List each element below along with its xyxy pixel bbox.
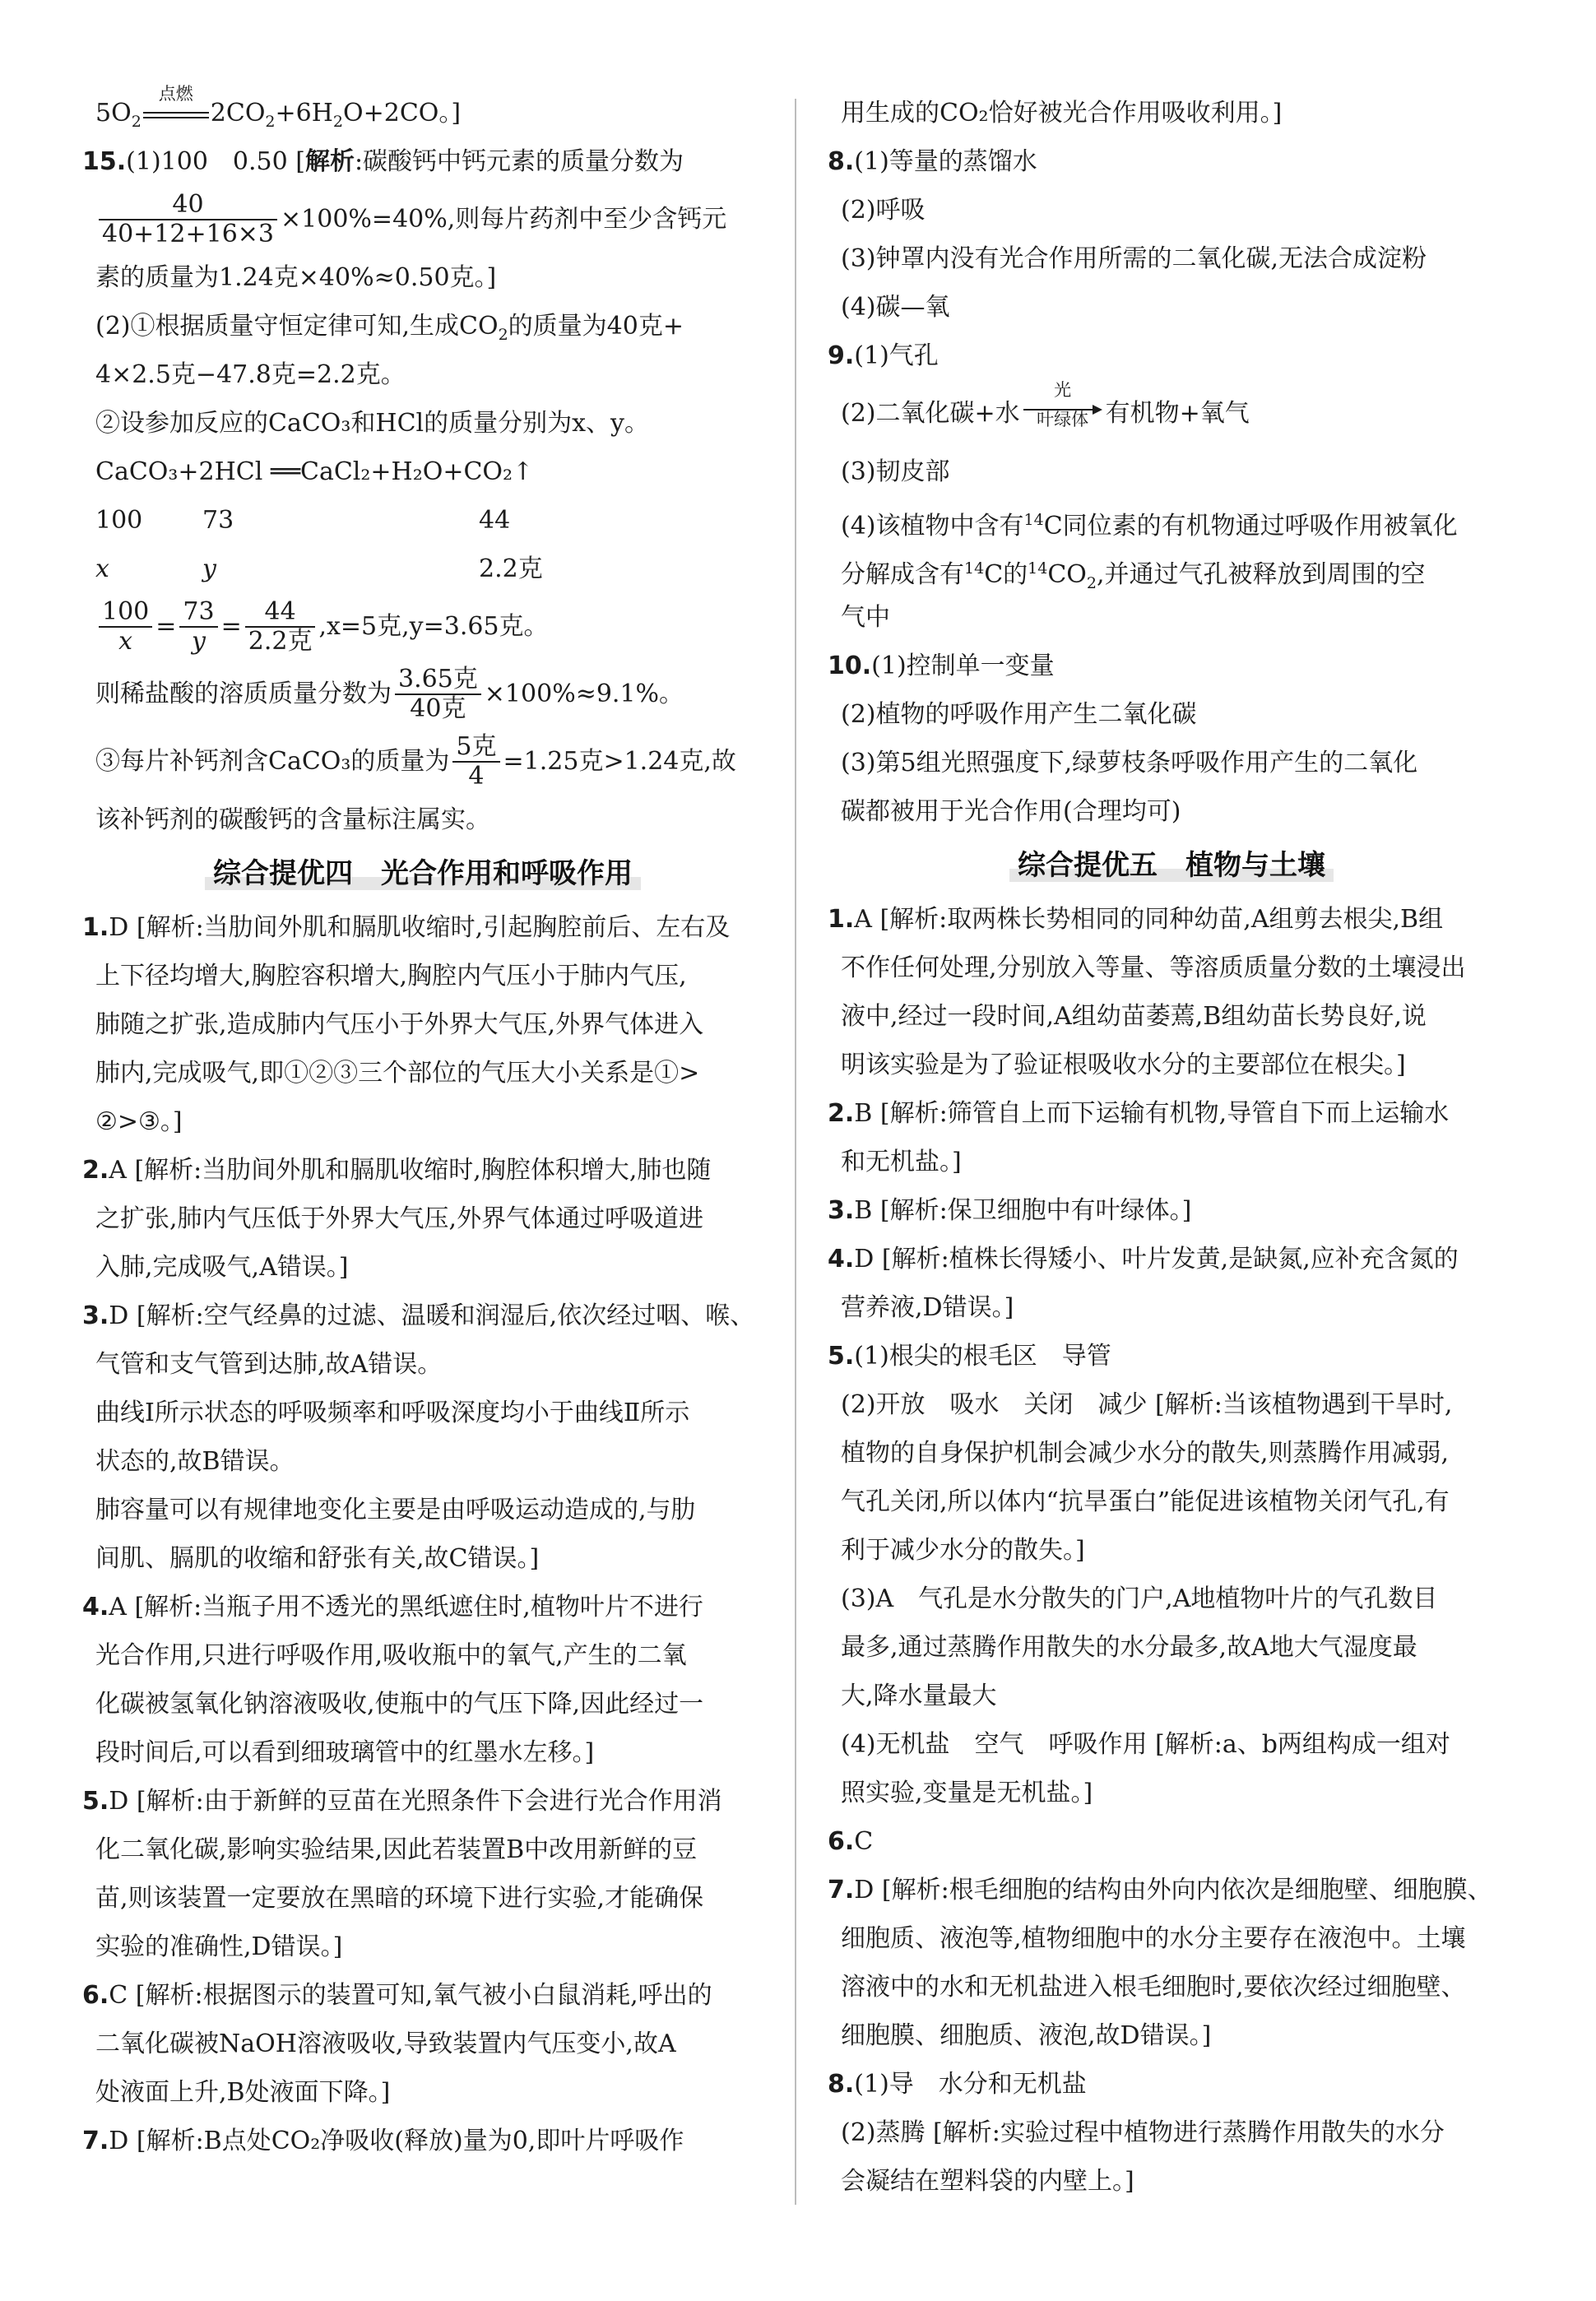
answer-line xyxy=(828,2060,1515,2108)
answer-line xyxy=(82,1534,763,1583)
question-s5-4 xyxy=(828,1235,1515,1332)
answer-line xyxy=(828,1720,1515,1769)
question-s5-2 xyxy=(828,1089,1515,1186)
question-s4-3 xyxy=(82,1292,763,1583)
question-number: 8. xyxy=(828,2070,855,2099)
question-s4-4 xyxy=(82,1583,763,1777)
answer-text: 气管和支气管到达肺,故A错误。 xyxy=(95,1350,443,1379)
answer-text: B [解析:保卫细胞中有叶绿体。] xyxy=(854,1196,1192,1225)
answer-line xyxy=(828,1429,1515,1478)
answer-line xyxy=(82,1631,763,1680)
answer-text: (2)植物的呼吸作用产生二氧化碳 xyxy=(841,700,1197,729)
concentration-line: 则稀盐酸的溶质质量分数为 $\frac{\text{3.65克}}{\text{40克}}$ ×100%≈9.1%。 xyxy=(95,665,684,723)
answer-text: 和无机盐。] xyxy=(841,1148,962,1176)
answer-text: 气孔关闭,所以体内“抗旱蛋白”能促进该植物关闭气孔,有 xyxy=(841,1487,1450,1516)
answer-line xyxy=(82,1146,763,1195)
answer-text: 状态的,故B错误。 xyxy=(95,1447,295,1476)
q14-equation-tail: $5O_2$ 点燃 $2CO_2+6H_2O+2CO$。] xyxy=(95,84,462,131)
mass-row-1: 100 73 44 xyxy=(95,506,511,535)
answer-line xyxy=(828,642,1515,690)
question-number: 5. xyxy=(828,1342,855,1371)
question-number: 1. xyxy=(828,905,855,934)
section-5-answers xyxy=(828,895,1515,2206)
answer-line xyxy=(82,1728,763,1777)
answer-line xyxy=(828,1769,1515,1817)
answer-text: 植物的自身保护机制会减少水分的散失,则蒸腾作用减弱, xyxy=(841,1439,1450,1468)
answer-line xyxy=(828,944,1515,992)
answer-line xyxy=(828,2108,1515,2157)
answer-line xyxy=(82,1874,763,1923)
answer-line xyxy=(82,1583,763,1631)
answer-text: A [解析:当瓶子用不透光的黑纸遮住时,植物叶片不进行 xyxy=(109,1593,703,1621)
answer-text: 之扩张,肺内气压低于外界大气压,外界气体通过呼吸道进 xyxy=(95,1204,704,1233)
answer-text: 间肌、膈肌的收缩和舒张有关,故C错误。] xyxy=(95,1544,540,1573)
answer-line xyxy=(82,1777,763,1825)
answer-line xyxy=(82,1825,763,1874)
answer-text: 肺随之扩张,造成肺内气压小于外界大气压,外界气体进入 xyxy=(95,1010,704,1039)
answer-line xyxy=(828,1283,1515,1332)
answer-text: 处液面上升,B处液面下降。] xyxy=(95,2078,391,2107)
answer-line xyxy=(828,1235,1515,1283)
answer-line xyxy=(82,1195,763,1243)
answer-line xyxy=(828,1672,1515,1720)
question-s4-5 xyxy=(82,1777,763,1971)
answer-text: (1)根尖的根毛区 导管 xyxy=(854,1342,1111,1371)
question-s5-6 xyxy=(828,1817,1515,1866)
answer-text: 化二氧化碳,影响实验结果,因此若装置B中改用新鲜的豆 xyxy=(95,1835,698,1864)
question-number: 3. xyxy=(82,1301,109,1330)
answer-line xyxy=(828,1623,1515,1672)
answer-text: 肺容量可以有规律地变化主要是由呼吸运动造成的,与肋 xyxy=(95,1496,696,1524)
answer-line xyxy=(828,1138,1515,1186)
question-s5-8 xyxy=(828,2060,1515,2206)
right-column xyxy=(828,89,1515,2206)
answer-line xyxy=(828,739,1515,787)
question-number: 3. xyxy=(828,1196,855,1225)
column-divider xyxy=(795,99,796,2205)
answer-text: A [解析:取两株长势相同的同种幼苗,A组剪去根尖,B组 xyxy=(854,905,1444,934)
answer-text: (4)碳—氧 xyxy=(841,293,950,322)
answer-text: C xyxy=(854,1827,874,1856)
answer-line xyxy=(828,1380,1515,1429)
question-8 xyxy=(828,137,1515,332)
answer-line xyxy=(828,787,1515,836)
question-s5-1 xyxy=(828,895,1515,1089)
question-s4-7 xyxy=(82,2117,763,2165)
answer-text: 营养液,D错误。] xyxy=(841,1293,1014,1322)
q7-tail: 用生成的CO₂恰好被光合作用吸收利用。] xyxy=(841,99,1283,128)
answer-text: D [解析:当肋间外肌和膈肌收缩时,引起胸腔前后、左右及 xyxy=(109,913,731,942)
question-number: 6. xyxy=(82,1981,109,2010)
answer-line xyxy=(82,1097,763,1146)
question-number: 4. xyxy=(828,1245,855,1273)
question-10 xyxy=(828,642,1515,836)
answer-text: (3)钟罩内没有光合作用所需的二氧化碳,无法合成淀粉 xyxy=(841,244,1427,273)
answer-text: C [解析:根据图示的装置可知,氧气被小白鼠消耗,呼出的 xyxy=(109,1981,712,2010)
answer-line xyxy=(82,1971,763,2020)
answer-text: (3)A 气孔是水分散失的门户,A地植物叶片的气孔数目 xyxy=(841,1584,1438,1613)
answer-text: ②>③。] xyxy=(95,1107,183,1136)
section-title-5: 综合提优五 植物与土壤 xyxy=(828,836,1515,895)
answer-text: (1)控制单一变量 xyxy=(871,652,1055,680)
answer-text: 二氧化碳被NaOH溶液吸收,导致装置内气压变小,故A xyxy=(95,2030,676,2058)
answer-line xyxy=(82,2020,763,2068)
answer-text: 化碳被氢氧化钠溶液吸收,使瓶中的气压下降,因此经过一 xyxy=(95,1690,704,1719)
question-8-body xyxy=(828,137,1515,332)
answer-line xyxy=(828,690,1515,739)
mass-row-2: x y 2.2克 xyxy=(95,554,543,583)
answer-line xyxy=(82,2068,763,2117)
answer-text: D [解析:根毛细胞的结构由外向内依次是细胞壁、细胞膜、 xyxy=(854,1876,1492,1904)
section-4-answers xyxy=(82,903,763,2165)
question-number: 4. xyxy=(82,1593,109,1621)
answer-line xyxy=(828,1526,1515,1575)
answer-text: 曲线Ⅰ所示状态的呼吸频率和呼吸深度均小于曲线Ⅱ所示 xyxy=(95,1399,690,1427)
answer-text: B [解析:筛管自上而下运输有机物,导管自下而上运输水 xyxy=(854,1099,1450,1128)
proportion-line: $\frac{100}{x}$ = $\frac{73}{y}$ = $\frac{44}{\text{2.2克}}$ ,x=5克,y=3.65克。 xyxy=(82,593,763,661)
question-number: 2. xyxy=(82,1156,109,1185)
answer-line xyxy=(828,1332,1515,1380)
answer-text: 入肺,完成吸气,A错误。] xyxy=(95,1253,349,1282)
answer-text: 不作任何处理,分别放入等量、等溶质质量分数的土壤浸出 xyxy=(841,953,1466,982)
question-s5-7 xyxy=(828,1866,1515,2060)
answer-line xyxy=(82,1486,763,1534)
question-number: 2. xyxy=(828,1099,855,1128)
fraction: $\frac{40}{40+12+16\times 3}$ xyxy=(99,191,277,248)
answer-line xyxy=(82,1389,763,1437)
answer-text: 光合作用,只进行呼吸作用,吸收瓶中的氧气,产生的二氧 xyxy=(95,1641,687,1670)
answer-line xyxy=(82,1292,763,1340)
answer-text: 明该实验是为了验证根吸收水分的主要部位在根尖。] xyxy=(841,1051,1406,1079)
answer-text: 利于减少水分的散失。] xyxy=(841,1536,1085,1565)
chemical-equation: CaCO₃+2HCl ══CaCl₂+H₂O+CO₂↑ xyxy=(95,457,534,486)
answer-text: (1)导 水分和无机盐 xyxy=(854,2070,1087,2099)
answer-text: 细胞膜、细胞质、液泡,故D错误。] xyxy=(841,2021,1212,2050)
answer-text: 照实验,变量是无机盐。] xyxy=(841,1779,1093,1807)
answer-text: (1)等量的蒸馏水 xyxy=(854,147,1037,176)
question-number: 6. xyxy=(828,1827,855,1856)
answer-line xyxy=(828,1089,1515,1138)
answer-line xyxy=(82,1923,763,1971)
answer-line xyxy=(828,1866,1515,1914)
answer-text: 液中,经过一段时间,A组幼苗萎蔫,B组幼苗长势良好,说 xyxy=(841,1002,1427,1031)
answer-text: 段时间后,可以看到细玻璃管中的红墨水左移。] xyxy=(95,1738,595,1767)
calcium-fraction-line: $\frac{40}{40+12+16\times 3}$ ×100%=40%,则每片药剂中至少含钙元 xyxy=(82,186,763,253)
answer-line xyxy=(82,1437,763,1486)
answer-text: (4)无机盐 空气 呼吸作用 [解析:a、b两组构成一组对 xyxy=(841,1730,1450,1759)
section-title-4: 综合提优四 光合作用和呼吸作用 xyxy=(82,844,763,903)
answer-text: 大,降水量最大 xyxy=(841,1682,997,1710)
answer-line xyxy=(828,186,1515,234)
reaction-condition: 点燃 xyxy=(143,102,209,127)
answer-text: 会凝结在塑料袋的内壁上。] xyxy=(841,2167,1134,2196)
photosynthesis-equation: (2)二氧化碳+水 光 叶绿体 有机物+氧气 xyxy=(841,380,1250,429)
question-10-body xyxy=(828,642,1515,836)
answer-line xyxy=(828,137,1515,186)
answer-line xyxy=(828,1575,1515,1623)
answer-text: (2)开放 吸水 关闭 减少 [解析:当该植物遇到干旱时, xyxy=(841,1390,1453,1419)
answer-line xyxy=(82,2117,763,2165)
answer-text: D [解析:空气经鼻的过滤、温暖和润湿后,依次经过咽、喉、 xyxy=(109,1301,755,1330)
question-number: 7. xyxy=(828,1876,855,1904)
answer-text: D [解析:由于新鲜的豆苗在光照条件下会进行光合作用消 xyxy=(109,1787,722,1816)
question-15: 15.(1)100 0.50 [解析:碳酸钙中钙元素的质量分数为 $\frac{40}{40+12+16\times 3}$ ×100%=40%,则每片药剂中至少含钙元 素的质量为1.24克×40%≈0.50克。] (2)①根据质量守恒定律可知,生成$CO_2$的质量为40克+ 4×2.5克−47.8克=2.2克。 ②设参加反应的CaCO₃和HCl的质量分别为x、y。 CaCO₃+2HCl ══CaCl₂+H₂O+CO₂↑ 100 73 44 x y 2.2克 $\frac{100}{x}$ = $\frac{73}{y}$ = $\frac{44}{\text{2.2克}}$ ,x=5克,y=3.65克。 则稀盐酸的溶质质量分数为 $\frac{\text{3.65克}}{\text{40克}}$ ×100%≈9.1%。 ③每片补钙剂含CaCO₃的质量为 $\frac{\text{5克}}{4}$ =1.25克>1.24克,故 该补钙剂的碳酸钙的含量标注属实。 xyxy=(82,137,763,844)
answer-text: 溶液中的水和无机盐进入根毛细胞时,要依次经过细胞壁、 xyxy=(841,1973,1466,2002)
question-s4-6 xyxy=(82,1971,763,2117)
answer-text: D [解析:植株长得矮小、叶片发黄,是缺氮,应补充含氮的 xyxy=(854,1245,1459,1273)
answer-text: 实验的准确性,D错误。] xyxy=(95,1932,343,1961)
answer-line xyxy=(828,992,1515,1041)
answer-line xyxy=(828,234,1515,283)
answer-text: (3)第5组光照强度下,绿萝枝条呼吸作用产生的二氧化 xyxy=(841,749,1418,777)
answer-line xyxy=(828,1963,1515,2011)
answer-line xyxy=(828,2157,1515,2206)
question-number: 5. xyxy=(82,1787,109,1816)
question-number: 8. xyxy=(828,147,855,176)
answer-line xyxy=(82,1340,763,1389)
answer-text: A [解析:当肋间外肌和膈肌收缩时,胸腔体积增大,肺也随 xyxy=(109,1156,712,1185)
answer-text: 最多,通过蒸腾作用散失的水分最多,故A地大气湿度最 xyxy=(841,1633,1417,1662)
answer-text: (2)蒸腾 [解析:实验过程中植物进行蒸腾作用散失的水分 xyxy=(841,2118,1445,2147)
left-column xyxy=(82,84,763,2165)
question-s5-3 xyxy=(828,1186,1515,1235)
answer-line xyxy=(828,1041,1515,1089)
answer-line xyxy=(82,952,763,1000)
question-s4-1 xyxy=(82,903,763,1146)
reaction-arrow: 光 叶绿体 xyxy=(1023,401,1102,426)
answer-text: 肺内,完成吸气,即①②③三个部位的气压大小关系是①> xyxy=(95,1059,700,1088)
answer-line xyxy=(82,1000,763,1049)
answer-line xyxy=(828,895,1515,944)
question-number: 1. xyxy=(82,913,109,942)
tablet-mass-line: ③每片补钙剂含CaCO₃的质量为 $\frac{\text{5克}}{4}$ =1.25克>1.24克,故 xyxy=(95,732,736,791)
answer-line xyxy=(828,1186,1515,1235)
question-9: 9.(1)气孔 (2)二氧化碳+水 光 叶绿体 有机物+氧气 (3)韧皮部 (4)该植物中含有$^{14}$C同位素的有机物通过呼吸作用被氧化 分解成含有$^{14}$C的$^{14}CO_2$,并通过气孔被释放到周围的空 气中 xyxy=(828,332,1515,642)
answer-line xyxy=(82,903,763,952)
question-s4-2 xyxy=(82,1146,763,1292)
answer-text: 苗,则该装置一定要放在黑暗的环境下进行实验,才能确保 xyxy=(95,1884,704,1913)
answer-line xyxy=(828,1914,1515,1963)
answer-text: D [解析:B点处CO₂净吸收(释放)量为0,即叶片呼吸作 xyxy=(109,2127,684,2155)
answer-text: (2)呼吸 xyxy=(841,196,926,225)
answer-text: 上下径均增大,胸腔容积增大,胸腔内气压小于肺内气压, xyxy=(95,962,687,990)
answer-line xyxy=(82,1049,763,1097)
question-number: 10. xyxy=(828,652,872,680)
answer-line xyxy=(828,1817,1515,1866)
answer-line xyxy=(828,2011,1515,2060)
answer-line xyxy=(828,283,1515,332)
answer-text: 碳都被用于光合作用(合理均可) xyxy=(841,797,1181,826)
question-s5-5 xyxy=(828,1332,1515,1817)
answer-line xyxy=(82,1243,763,1292)
answer-line xyxy=(82,1680,763,1728)
answer-line xyxy=(828,1478,1515,1526)
question-number: 7. xyxy=(82,2127,109,2155)
answer-text: 细胞质、液泡等,植物细胞中的水分主要存在液泡中。土壤 xyxy=(841,1924,1466,1953)
